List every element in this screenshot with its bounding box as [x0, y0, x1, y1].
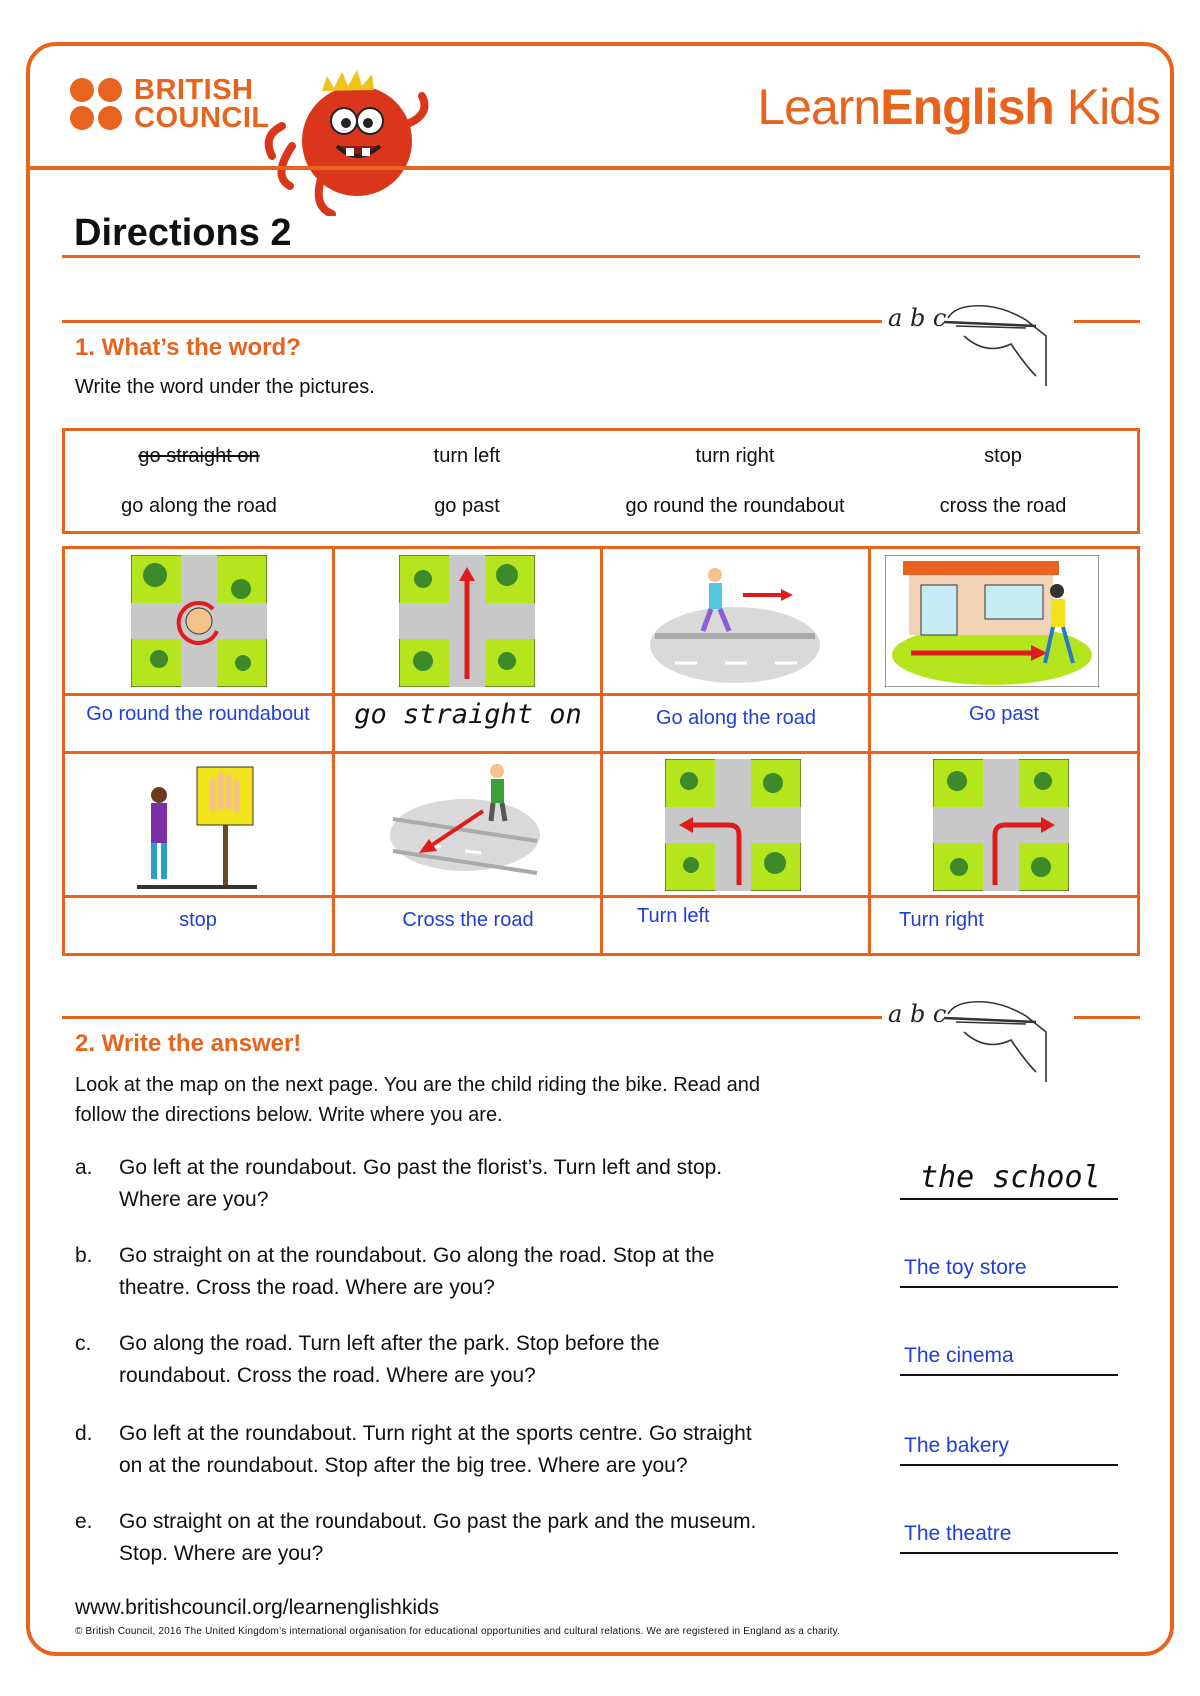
british-council-logo: [70, 76, 270, 136]
title-divider: [62, 255, 1140, 258]
picture-grid: [62, 546, 1140, 956]
picture-answer: go straight on: [354, 699, 582, 730]
picture-answer: Turn left: [637, 905, 710, 927]
page-title: Directions 2: [74, 212, 292, 254]
logo-dots-icon: [70, 78, 124, 132]
monster-mascot-icon: [262, 66, 442, 216]
header-divider: [30, 166, 1170, 170]
footer-url[interactable]: www.britishcouncil.org/learnenglishkids: [75, 1596, 440, 1619]
picture-answer: Go past: [968, 703, 1040, 725]
section1-rule-right: [1074, 320, 1140, 323]
word-bank: [62, 428, 1140, 534]
roundabout-picture: [131, 555, 267, 687]
go-along-road-picture: [645, 555, 825, 687]
answer-line[interactable]: [900, 1198, 1118, 1200]
stop-sign-picture: [137, 759, 257, 891]
section2-heading: 2. Write the answer!: [75, 1030, 302, 1057]
answer-line[interactable]: [900, 1552, 1118, 1554]
picture-answer: stop: [179, 909, 217, 931]
logo-line-1: BRITISH: [134, 74, 254, 106]
picture-answer: Cross the road: [402, 909, 534, 931]
section2-instruction: Look at the map on the next page. You are the child riding the bike. Read and follow the directions below. Write where you are.: [75, 1074, 760, 1126]
picture-answer: Go round the roundabout: [86, 703, 310, 725]
writing-hand-icon: [886, 992, 1076, 1092]
answer-line[interactable]: [900, 1286, 1118, 1288]
word-bank-item: go straight on: [138, 445, 260, 467]
section1-rule-left: [62, 320, 882, 323]
logo-line-2: COUNCIL: [134, 102, 270, 134]
picture-answer: Go along the road: [655, 707, 817, 729]
word-bank-item: turn right: [695, 445, 775, 467]
writing-hand-icon: [886, 296, 1076, 396]
go-straight-picture: [399, 555, 535, 687]
picture-answer: Turn right: [899, 909, 984, 931]
answer-line[interactable]: [900, 1464, 1118, 1466]
answer-a: the school: [920, 1160, 1101, 1195]
word-bank-item: stop: [984, 445, 1022, 467]
answer-d: The bakery: [904, 1434, 1010, 1457]
go-past-picture: [885, 555, 1099, 687]
word-bank-item: cross the road: [939, 495, 1067, 517]
svg-text:a b c: a b c: [888, 304, 947, 332]
footer-copyright: © British Council, 2016 The United Kingdom’s international organisation for educational opportunities and cultural relations. We are registered in England as a charity.: [75, 1626, 841, 1637]
learnenglish-kids-logo: LearnEnglish Kids: [757, 79, 1160, 135]
word-bank-item: go along the road: [121, 495, 277, 517]
section2-rule-right: [1074, 1016, 1140, 1019]
word-bank-item: turn left: [433, 445, 501, 467]
section2-rule-left: [62, 1016, 882, 1019]
answer-line[interactable]: [900, 1374, 1118, 1376]
cross-road-picture: [385, 759, 545, 891]
word-bank-item: go past: [434, 495, 500, 517]
svg-text:a b c: a b c: [888, 1000, 947, 1028]
turn-left-picture: [665, 759, 801, 891]
answer-e: The theatre: [904, 1522, 1012, 1545]
answer-c: The cinema: [904, 1344, 1014, 1367]
turn-right-picture: [933, 759, 1069, 891]
section1-heading: 1. What’s the word?: [75, 334, 301, 361]
word-bank-item: go round the roundabout: [625, 495, 845, 517]
answer-b: The toy store: [904, 1256, 1027, 1279]
section1-instruction: Write the word under the pictures.: [75, 376, 375, 398]
